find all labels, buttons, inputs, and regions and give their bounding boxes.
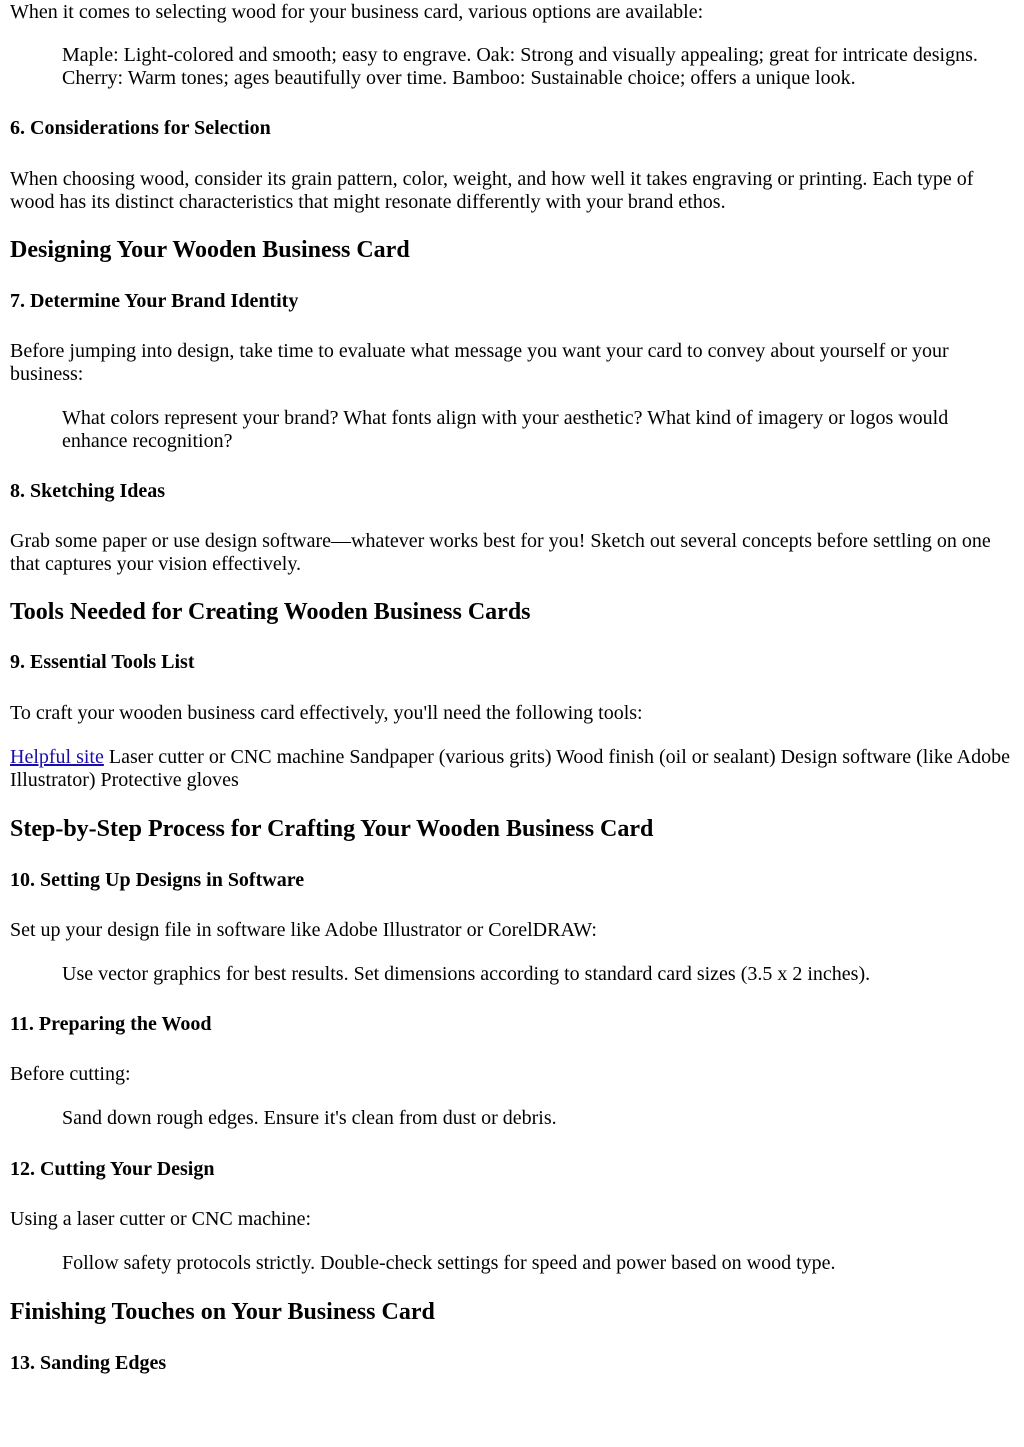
prepare-paragraph: Before cutting: [10,1063,131,1085]
helpful-site-link[interactable]: Helpful site [10,746,104,768]
heading-sketching: 8. Sketching Ideas [10,480,166,502]
heading-cutting: 12. Cutting Your Design [10,1158,215,1180]
brand-questions-list: What colors represent your brand? What fonts align with your aesthetic? What kind of imagery or logos would enhance recognition? [62,407,949,452]
tools-list [10,746,1014,792]
wood-options-list: Maple: Light-colored and smooth; easy to engrave. Oak: Strong and visually appealing; great for intricate designs. Cherry: Warm tones; ages beautifully over time. Bamboo: Sustainable choice; offers a unique look. [62,44,978,89]
tools-paragraph: To craft your wooden business card effectively, you'll need the following tools: [10,702,643,724]
cutting-list: Follow safety protocols strictly. Double-check settings for speed and power based on wood type. [62,1252,836,1274]
heading-brand-identity: 7. Determine Your Brand Identity [10,290,299,312]
setup-list: Use vector graphics for best results. Set dimensions according to standard card sizes (3.5 x 2 inches). [62,963,871,985]
heading-tools: Tools Needed for Creating Wooden Business Cards [10,599,531,625]
heading-designing: Designing Your Wooden Business Card [10,237,410,263]
tools-list-text: Laser cutter or CNC machine Sandpaper (various grits) Wood finish (oil or sealant) Design software (like Adobe Illustrator) Protective gloves [10,746,1010,791]
sketch-paragraph: Grab some paper or use design software—whatever works best for you! Sketch out several concepts before settling on one that captures your vision effectively. [10,530,991,575]
setup-paragraph: Set up your design file in software like Adobe Illustrator or CorelDRAW: [10,919,597,941]
prepare-list: Sand down rough edges. Ensure it's clean from dust or debris. [62,1107,557,1129]
brand-paragraph: Before jumping into design, take time to evaluate what message you want your card to convey about yourself or your business: [10,340,949,385]
considerations-paragraph: When choosing wood, consider its grain pattern, color, weight, and how well it takes engraving or printing. Each type of wood has its distinct characteristics that might resonate differently with your brand ethos. [10,168,974,213]
heading-considerations: 6. Considerations for Selection [10,117,271,139]
cutting-paragraph: Using a laser cutter or CNC machine: [10,1208,312,1230]
intro-paragraph: When it comes to selecting wood for your business card, various options are available: [10,1,704,23]
heading-setup: 10. Setting Up Designs in Software [10,869,305,891]
heading-tools-list: 9. Essential Tools List [10,651,195,673]
heading-process: Step-by-Step Process for Crafting Your Wooden Business Card [10,816,654,842]
heading-prepare: 11. Preparing the Wood [10,1013,212,1035]
heading-sanding: 13. Sanding Edges [10,1352,167,1374]
article-body [0,1,1024,1375]
heading-finishing: Finishing Touches on Your Business Card [10,1299,435,1325]
